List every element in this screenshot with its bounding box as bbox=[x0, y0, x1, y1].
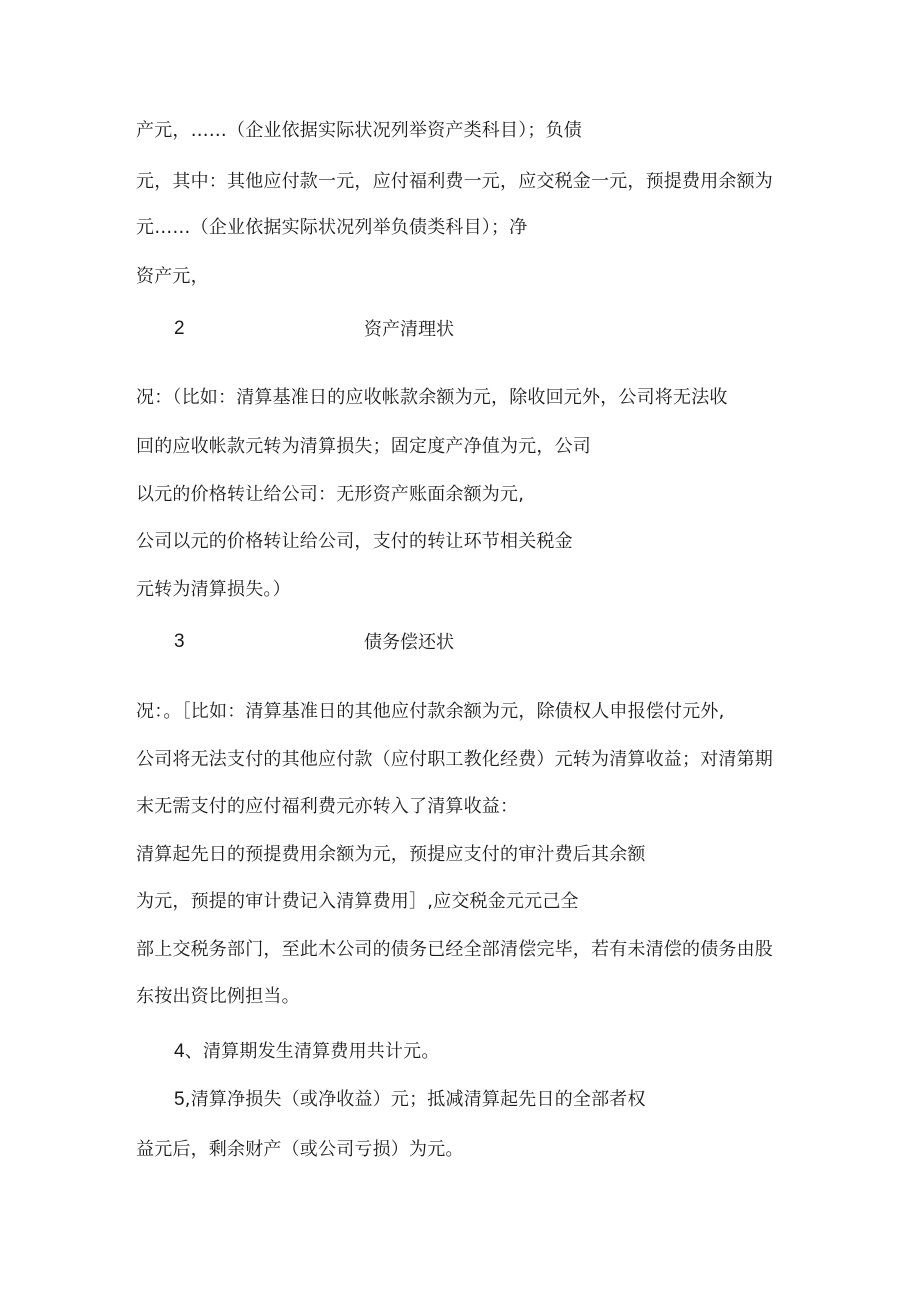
section2-title: 资产清理状 bbox=[364, 319, 454, 340]
section3-line6: 部上交税务部门，至此木公司的债务已经全部清偿完毕，若有未清偿的债务由股 bbox=[136, 939, 773, 960]
item5-text: ,清算净损失（或净收益）元；抵减清算起先日的全部者权 bbox=[184, 1089, 646, 1110]
item4-line bbox=[174, 1040, 440, 1064]
section2-line1: 况：（比如：清算基准日的应收帐款余额为元，除收回元外，公司将无法收 bbox=[136, 387, 728, 408]
para1-line1: 产元，……（企业依据实际状况列举资产类科目）；负债 bbox=[136, 120, 582, 141]
section2-number: 2 bbox=[174, 318, 185, 339]
section3-line5: 为元，预提的审计费记入清算费用］,应交税金元元己全 bbox=[136, 891, 579, 912]
para1-line2: 元，其中：其他应付款一元，应付福利费一元，应交税金一元，预提费用余额为 bbox=[136, 171, 773, 192]
para1-line3: 元……（企业依据实际状况列举负债类科目）；净 bbox=[136, 217, 528, 238]
section3-number: 3 bbox=[174, 631, 185, 652]
item5-number: 5 bbox=[174, 1089, 185, 1110]
item4-text: 、清算期发生清算费用共计元。 bbox=[184, 1041, 440, 1062]
section3-line1: 况：。［比如：清算基准日的其他应付款余额为元，除债权人申报偿付元外, bbox=[136, 701, 725, 722]
section2-line3: 以元的价格转让给公司：无形资产账面余额为元, bbox=[136, 484, 525, 505]
para1-line4: 资产元， bbox=[136, 266, 209, 287]
item5-line1 bbox=[174, 1088, 646, 1112]
section2-line4: 公司以元的价格转让给公司，支付的转让环节相关税金 bbox=[136, 531, 573, 552]
section3-title: 债务偿还状 bbox=[364, 632, 454, 653]
item4-number: 4 bbox=[174, 1041, 185, 1062]
section3-line4: 清算起先日的预提费用余额为元，预提应支付的审汁费后其余额 bbox=[136, 844, 646, 865]
section3-line2: 公司将无法支付的其他应付款（应付职工教化经费）元转为清算收益；对清第期 bbox=[136, 749, 773, 770]
section3-line7: 东按出资比例担当。 bbox=[136, 986, 300, 1007]
item5-line2: 益元后，剩余财产（或公司亏损）为元。 bbox=[136, 1139, 464, 1160]
section2-line5: 元转为清算损失。） bbox=[136, 579, 291, 600]
section3-line3: 末无需支付的应付福利费元亦转入了清算收益： bbox=[136, 796, 519, 817]
section2-line2: 回的应收帐款元转为清算损失；固定度产净值为元，公司 bbox=[136, 436, 591, 457]
